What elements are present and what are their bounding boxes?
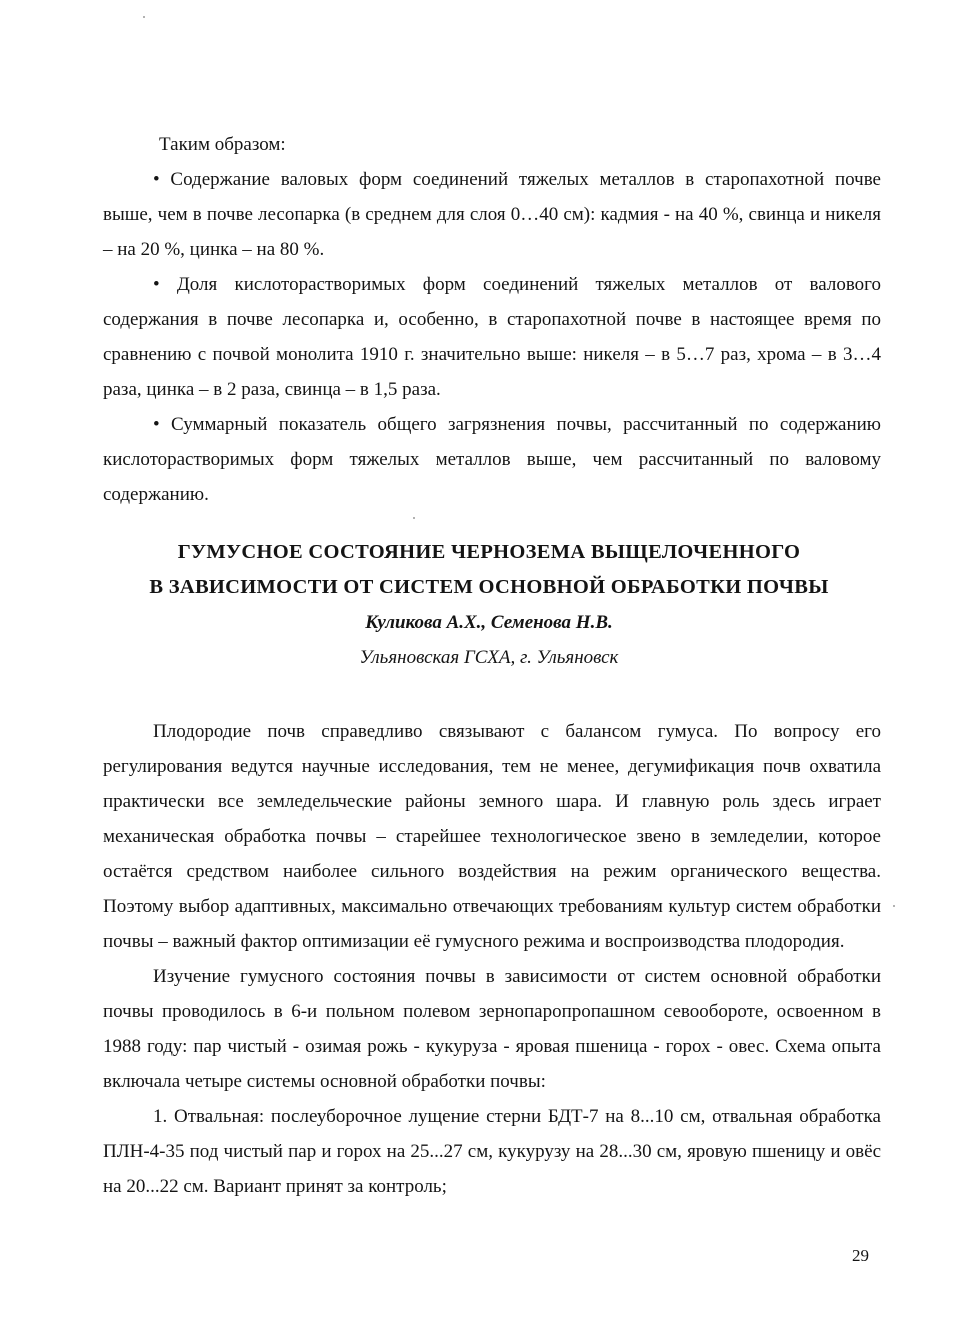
page-number: 29 [852,1246,869,1265]
article-authors: Куликова А.Х., Семенова Н.В. [365,612,613,633]
conclusions-lead: Таким образом: [159,134,286,155]
conclusions-section [103,127,881,512]
scan-speck [893,905,895,907]
body-paragraph-1: Плодородие почв справедливо связывают с балансом гумуса. По вопросу его регулирования ведутся научные исследования, тем не менее, дегумификация почв охватила практически все земледельческие районы земного шара. И главную роль здесь играет механическая обработка почвы – старейшее технологическое звено в земледелии, которое остаётся средством наиболее сильного воздействия на режим органического вещества. Поэтому выбор адаптивных, максимально отвечающих требованиям культур систем обработки почвы – важный фактор оптимизации её гумусного режима и воспроизводства плодородия. [103,721,881,952]
scan-speck [143,16,145,18]
body-paragraph-3: 1. Отвальная: послеуборочное лущение стерни БДТ-7 на 8...10 см, отвальная обработка ПЛН-4-35 под чистый пар и горох на 25...27 см, кукурузу на 28...30 см, яровую пшеницу и овёс на 20...22 см. Вариант принят за контроль; [103,1106,881,1197]
article-title-line-2: В ЗАВИСИМОСТИ ОТ СИСТЕМ ОСНОВНОЙ ОБРАБОТКИ ПОЧВЫ [149,576,829,598]
conclusion-bullet-1: • Содержание валовых форм соединений тяжелых металлов в старопахотной почве выше, чем в почве лесопарка (в среднем для слоя 0…40 см): кадмия - на 40 %, свинца и никеля – на 20 %, цинка – на 80 %. [103,169,881,260]
conclusion-bullet-2: • Доля кислоторастворимых форм соединений тяжелых металлов от валового содержания в почве лесопарка и, особенно, в старопахотной почве в настоящее время по сравнению с почвой монолита 1910 г. значительно выше: никеля – в 5…7 раз, хрома – в 3…4 раза, цинка – в 2 раза, свинца – в 1,5 раза. [103,274,881,400]
body-paragraph-2: Изучение гумусного состояния почвы в зависимости от систем основной обработки почвы проводилось в 6-и польном полевом зернопаропропашном севообороте, освоенном в 1988 году: пар чистый - озимая рожь - кукуруза - яровая пшеница - горох - овес. Схема опыта включала четыре системы основной обработки почвы: [103,966,881,1092]
scan-speck [413,517,415,519]
article-body [103,714,881,1204]
article-title-line-1: ГУМУСНОЕ СОСТОЯНИЕ ЧЕРНОЗЕМА ВЫЩЕЛОЧЕННОГО [177,541,801,563]
article-affiliation: Ульяновская ГСХА, г. Ульяновск [359,647,619,668]
conclusion-bullet-3: • Суммарный показатель общего загрязнения почвы, рассчитанный по содержанию кислоторастворимых форм тяжелых металлов выше, чем рассчитанный по валовому содержанию. [103,414,881,505]
